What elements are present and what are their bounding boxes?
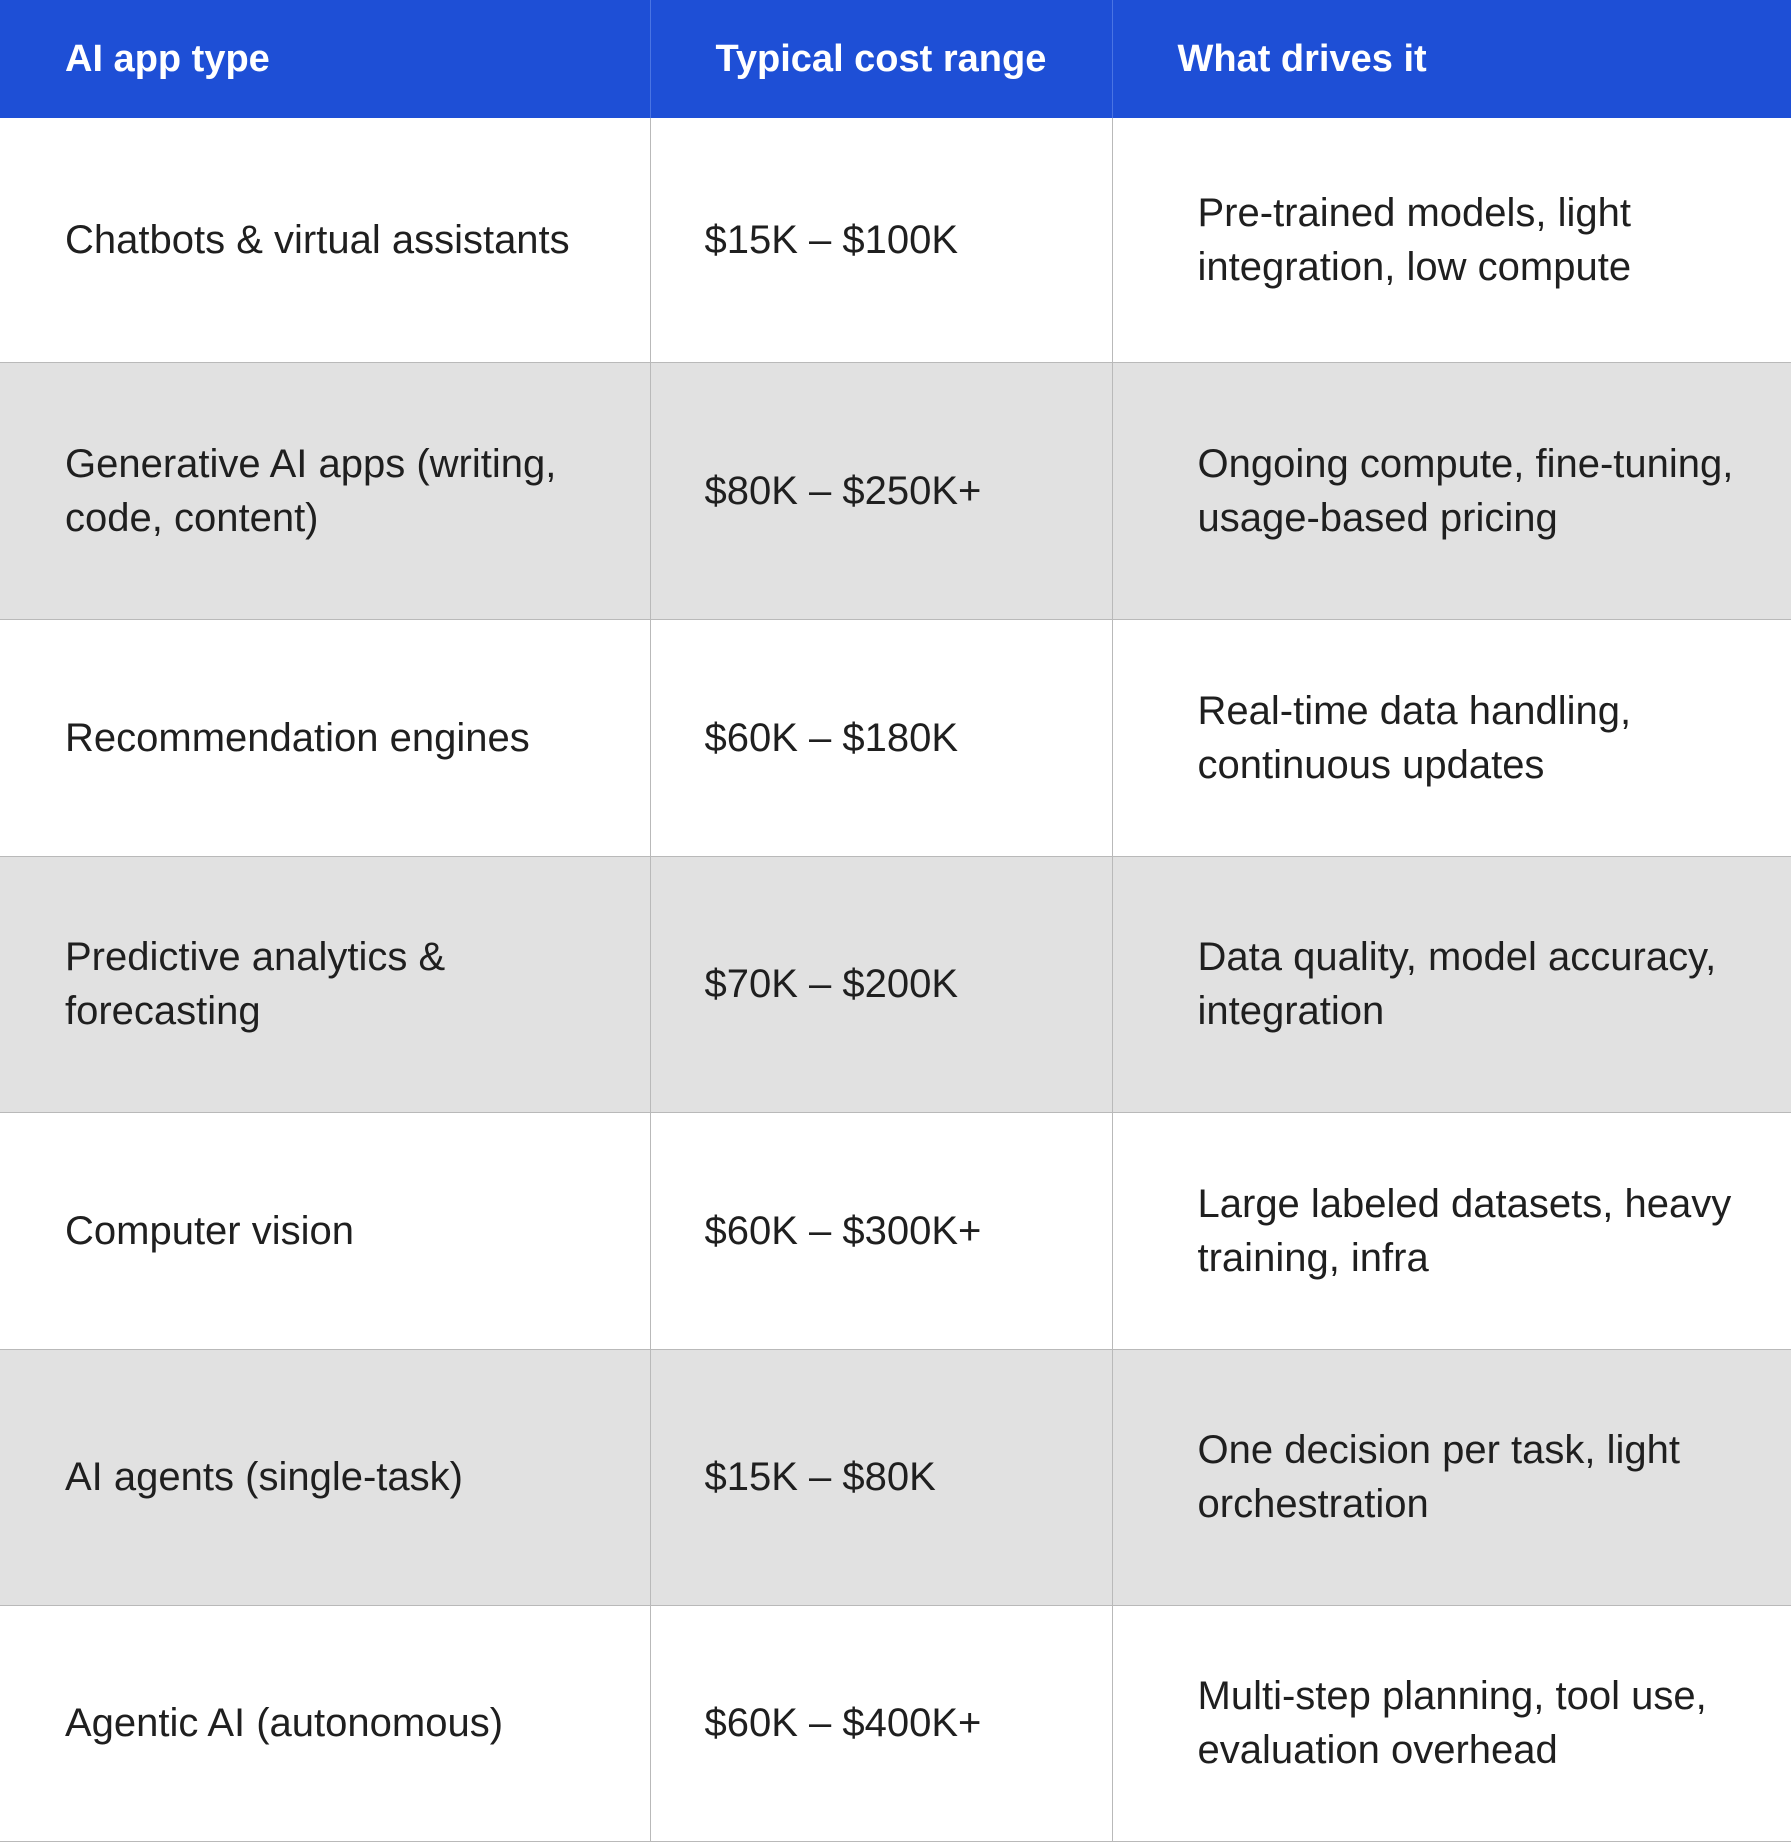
drivers-cell: One decision per task, light orchestration	[1112, 1349, 1791, 1605]
drivers-cell: Pre-trained models, light integration, low compute	[1112, 118, 1791, 362]
cost-cell: $60K – $180K	[650, 619, 1112, 856]
cost-cell: $80K – $250K+	[650, 362, 1112, 619]
drivers-cell: Real-time data handling, continuous updates	[1112, 619, 1791, 856]
cost-cell: $70K – $200K	[650, 856, 1112, 1112]
cost-cell: $60K – $400K+	[650, 1605, 1112, 1841]
table-row	[0, 1349, 1791, 1605]
app-type-cell: Chatbots & virtual assistants	[0, 118, 650, 362]
table-row	[0, 856, 1791, 1112]
table-header	[0, 0, 1791, 118]
table-row	[0, 362, 1791, 619]
cost-cell: $15K – $100K	[650, 118, 1112, 362]
drivers-cell: Large labeled datasets, heavy training, infra	[1112, 1112, 1791, 1349]
drivers-cell: Ongoing compute, fine-tuning, usage-based pricing	[1112, 362, 1791, 619]
table-row	[0, 118, 1791, 362]
table-row	[0, 619, 1791, 856]
cost-cell: $60K – $300K+	[650, 1112, 1112, 1349]
app-type-cell: Generative AI apps (writing, code, content)	[0, 362, 650, 619]
header-row	[0, 0, 1791, 118]
app-type-cell: Computer vision	[0, 1112, 650, 1349]
table-body	[0, 118, 1791, 1841]
drivers-cell: Multi-step planning, tool use, evaluation overhead	[1112, 1605, 1791, 1841]
app-type-cell: Predictive analytics & forecasting	[0, 856, 650, 1112]
app-type-cell: AI agents (single-task)	[0, 1349, 650, 1605]
header-drivers: What drives it	[1112, 0, 1791, 118]
cost-cell: $15K – $80K	[650, 1349, 1112, 1605]
table-row	[0, 1112, 1791, 1349]
drivers-cell: Data quality, model accuracy, integration	[1112, 856, 1791, 1112]
app-type-cell: Recommendation engines	[0, 619, 650, 856]
header-app-type: AI app type	[0, 0, 650, 118]
header-cost-range: Typical cost range	[650, 0, 1112, 118]
table-row	[0, 1605, 1791, 1841]
app-type-cell: Agentic AI (autonomous)	[0, 1605, 650, 1841]
